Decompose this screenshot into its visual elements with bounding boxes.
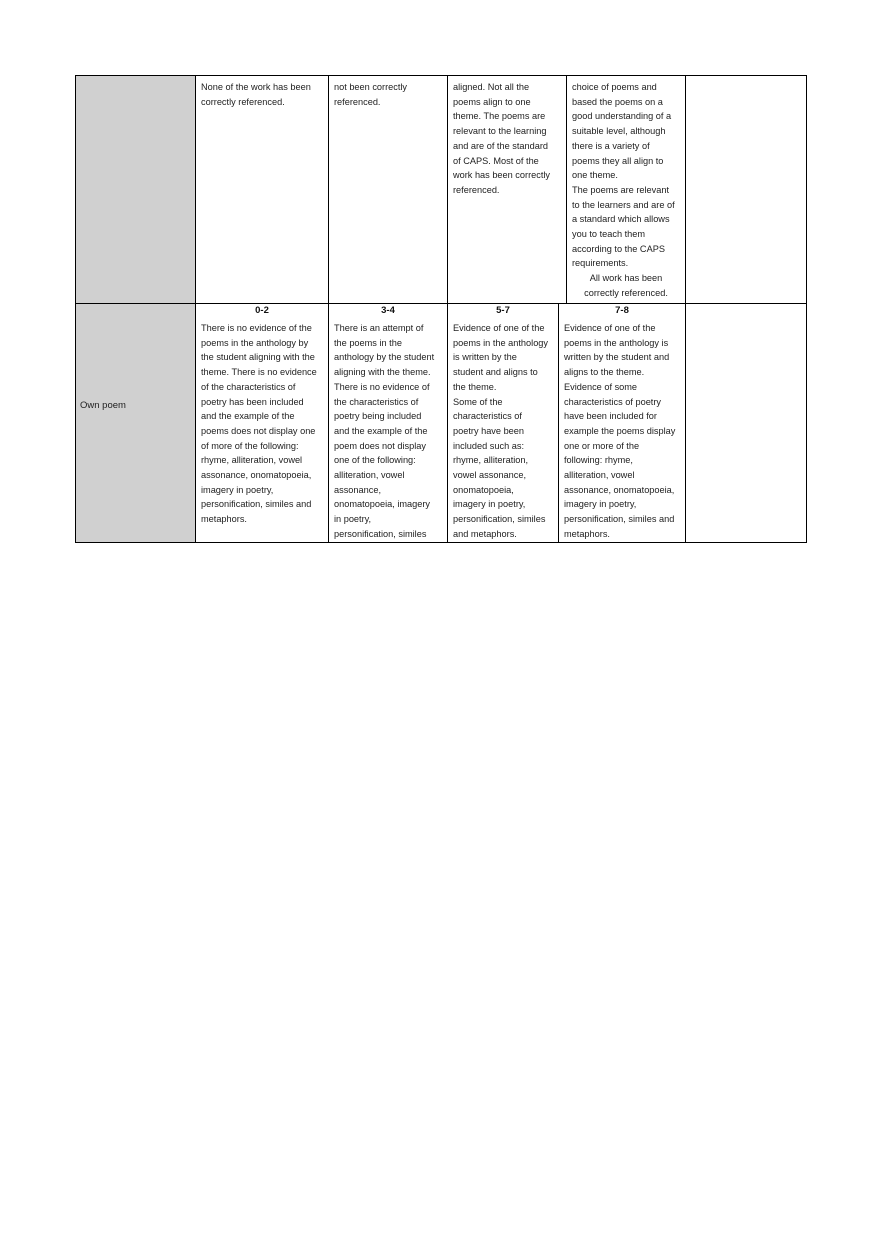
rubric-cell-text: There is no evidence of the poems in the anthology by the student aligning with the theme. There is no evidence of the characteristics of poetry has been included and the example of the poems does not display one of more of the following: rhyme, alliteration, vowel assonance, onomatopoeia, imagery in poetry, personification, similes and metaphors. bbox=[201, 323, 317, 525]
rubric-cell-text: not been correctly referenced. bbox=[334, 82, 408, 107]
rubric-score-header: 5-7 bbox=[447, 303, 559, 322]
rubric-cell-level-1 bbox=[195, 321, 329, 543]
rubric-cell-text-tail: All work has been correctly referenced. bbox=[584, 273, 668, 298]
rubric-score-header bbox=[685, 303, 807, 322]
rubric-score-header: 0-2 bbox=[195, 303, 329, 322]
rubric-cell-mark bbox=[685, 75, 807, 304]
criterion-label: Own poem bbox=[80, 400, 126, 411]
rubric-score-header: 3-4 bbox=[328, 303, 448, 322]
rubric-criterion-cell bbox=[75, 303, 196, 543]
rubric-criterion-cell bbox=[75, 75, 196, 304]
rubric-cell-text: There is an attempt of the poems in the anthology by the student aligning with the theme. There is no evidence of the characteristics of poetry being included and the example of the poem does not display one of the following: alliteration, vowel assonance, onomatopoeia, imagery in poetry, personification, similes bbox=[334, 323, 435, 539]
rubric-cell-level-4 bbox=[558, 321, 686, 543]
rubric-cell-text: choice of poems and based the poems on a good understanding of a suitable level, although there is a variety of poems they all align to one theme. The poems are relevant to the learners and are of a standard which allows you to teach them according to the CAPS requirements. bbox=[572, 82, 675, 269]
rubric-score-header: 7-8 bbox=[558, 303, 686, 322]
rubric-cell-text: aligned. Not all the poems align to one theme. The poems are relevant to the learning and are of the standard of CAPS. Most of the work has been correctly referenced. bbox=[453, 82, 551, 195]
rubric-cell-level-1 bbox=[195, 75, 329, 304]
rubric-cell-text: Evidence of one of the poems in the anthology is written by the student and aligns to the theme. Some of the characteristics of poetry have been included such as: rhyme, alliteration, vowel assonance, onomatopoeia, imagery in poetry, personification, similes and metaphors. bbox=[453, 323, 549, 539]
rubric-cell-level-4 bbox=[566, 75, 686, 304]
rubric-cell-level-3 bbox=[447, 75, 567, 304]
rubric-cell-text: None of the work has been correctly referenced. bbox=[201, 82, 311, 107]
rubric-cell-level-2 bbox=[328, 321, 448, 543]
rubric-cell-mark bbox=[685, 321, 807, 543]
rubric-cell-level-2 bbox=[328, 75, 448, 304]
rubric-cell-text: Evidence of one of the poems in the anthology is written by the student and aligns to the theme. Evidence of some characteristics of poetry have been included for example the poems display one or more of the following: rhyme, alliteration, vowel assonance, onomatopoeia, imagery in poetry, personification, similes and metaphors. bbox=[564, 323, 676, 539]
rubric-cell-level-3 bbox=[447, 321, 559, 543]
